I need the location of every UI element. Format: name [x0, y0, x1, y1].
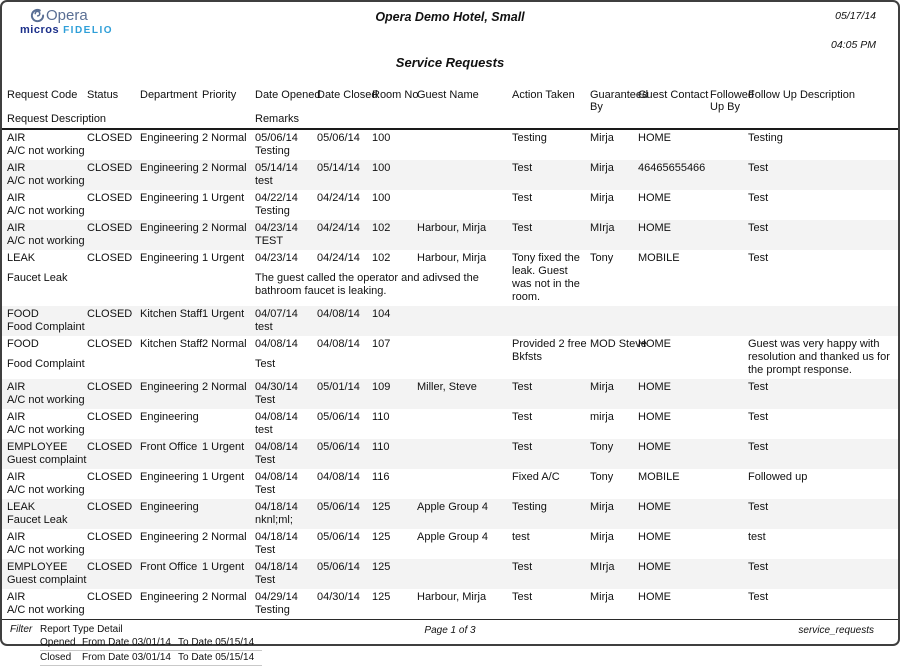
cell-room-no: 125 — [372, 561, 391, 573]
cell-guaranteed-by: MOD Steve — [590, 338, 647, 350]
cell-date-opened: 05/14/14 — [255, 162, 298, 174]
table-row — [2, 306, 898, 336]
cell-date-opened: 04/23/14 — [255, 222, 298, 234]
table-header — [2, 84, 898, 130]
cell-guaranteed-by: Mirja — [590, 501, 614, 513]
report-header — [2, 2, 898, 84]
report-file-name: service_requests — [798, 625, 874, 636]
column-header-follow-up-description: Follow Up Description — [748, 89, 855, 101]
cell-request-description: Food Complaint — [7, 357, 85, 370]
column-header-date-closed: Date Closed — [317, 89, 378, 101]
logo-opera-text: Opera — [46, 7, 88, 24]
cell-action-taken: test — [512, 531, 530, 543]
cell-request-description: A/C not working — [7, 604, 85, 616]
filter-row-opened — [40, 636, 262, 651]
cell-priority: 2 Normal — [202, 591, 247, 603]
report-footer — [2, 619, 898, 668]
cell-follow-up-description: Test — [748, 381, 769, 393]
cell-follow-up-description: Test — [748, 192, 769, 204]
cell-room-no: 110 — [372, 411, 390, 423]
cell-followed-up-by — [710, 441, 748, 454]
cell-guest-name: Harbour, Mirja — [417, 222, 487, 234]
cell-remarks: nknl;ml; — [255, 514, 293, 526]
cell-follow-up-description: Test — [748, 162, 769, 174]
cell-date-closed: 04/08/14 — [317, 308, 360, 320]
cell-priority: 1 Urgent — [202, 471, 245, 483]
page-number: Page 1 of 3 — [424, 625, 476, 636]
filter-label: Filter — [10, 624, 33, 635]
cell-remarks: Test — [255, 544, 276, 556]
cell-action-taken: Fixed A/C — [512, 471, 560, 483]
cell-priority: 2 Normal — [202, 338, 247, 350]
logo-fidelio-text: FIDELIO — [63, 25, 114, 36]
cell-request-description: Faucet Leak — [7, 514, 68, 526]
cell-guest-contact: HOME — [638, 411, 671, 423]
cell-status: CLOSED — [87, 162, 133, 174]
cell-follow-up-description: Test — [748, 591, 769, 603]
cell-status: CLOSED — [87, 531, 133, 543]
cell-room-no: 125 — [372, 591, 391, 603]
cell-date-closed: 04/30/14 — [317, 591, 360, 603]
cell-date-closed: 05/06/14 — [317, 561, 360, 573]
cell-room-no: 104 — [372, 308, 391, 320]
cell-remarks: Testing — [255, 604, 290, 616]
cell-status: CLOSED — [87, 222, 133, 234]
cell-followed-up-by — [710, 411, 748, 424]
cell-request-code: LEAK — [7, 501, 36, 513]
cell-guest-name: Apple Group 4 — [417, 531, 488, 543]
cell-guest-contact: HOME — [638, 381, 671, 393]
cell-remarks: Test — [255, 484, 276, 496]
cell-status: CLOSED — [87, 411, 133, 423]
cell-date-closed: 04/24/14 — [317, 222, 360, 234]
table-row — [2, 559, 898, 589]
cell-room-no: 109 — [372, 381, 391, 393]
cell-followed-up-by — [710, 192, 748, 205]
filter-opened-label: Opened — [40, 637, 76, 648]
cell-follow-up-description: Test — [748, 411, 769, 423]
cell-guaranteed-by — [590, 308, 638, 321]
cell-guest-contact: HOME — [638, 591, 671, 603]
cell-followed-up-by — [710, 381, 748, 394]
cell-action-taken: Provided 2 free Bkfsts — [512, 338, 587, 363]
cell-date-closed: 05/06/14 — [317, 501, 360, 513]
cell-follow-up-description: Test — [748, 561, 769, 573]
cell-guaranteed-by: MIrja — [590, 222, 615, 234]
cell-action-taken: Test — [512, 561, 533, 573]
cell-department: Front Office — [140, 561, 198, 573]
cell-priority: 1 Urgent — [202, 561, 245, 573]
column-header-guaranteed-by: Guaranteed By — [590, 89, 649, 113]
cell-request-code: EMPLOYEE — [7, 441, 68, 453]
cell-request-code: AIR — [7, 591, 26, 603]
table-row — [2, 160, 898, 190]
cell-guest-contact: HOME — [638, 501, 671, 513]
cell-priority: 1 Urgent — [202, 192, 245, 204]
column-header-date-opened: Date Opened — [255, 89, 321, 101]
cell-date-closed: 05/14/14 — [317, 162, 360, 174]
cell-room-no: 102 — [372, 222, 391, 234]
cell-followed-up-by — [710, 308, 748, 321]
cell-followed-up-by — [710, 591, 748, 604]
table-row — [2, 589, 898, 619]
cell-request-code: AIR — [7, 411, 26, 423]
cell-priority: 1 Urgent — [202, 308, 245, 320]
cell-request-description: Faucet Leak — [7, 271, 68, 284]
cell-date-opened: 04/08/14 — [255, 471, 298, 483]
cell-status: CLOSED — [87, 308, 133, 320]
cell-guest-name — [417, 132, 512, 145]
cell-guest-name — [417, 338, 512, 358]
cell-request-description: A/C not working — [7, 235, 85, 247]
cell-status: CLOSED — [87, 591, 133, 603]
cell-guest-name: Apple Group 4 — [417, 501, 488, 513]
cell-priority: 1 Urgent — [202, 441, 245, 453]
cell-guaranteed-by: Mirja — [590, 162, 614, 174]
report-date: 05/17/14 — [835, 10, 876, 22]
cell-date-opened: 04/08/14 — [255, 441, 298, 453]
cell-date-opened: 04/08/14 — [255, 411, 298, 423]
cell-remarks: Testing — [255, 205, 290, 217]
cell-action-taken: Tony fixed the leak. Guest was not in the room. — [512, 252, 580, 303]
cell-department: Engineering — [140, 471, 199, 483]
table-row — [2, 469, 898, 499]
cell-follow-up-description: Followed up — [748, 471, 808, 483]
cell-priority: 2 Normal — [202, 132, 247, 144]
cell-request-code: AIR — [7, 162, 26, 174]
table-row — [2, 336, 898, 379]
table-row — [2, 379, 898, 409]
cell-request-code: AIR — [7, 222, 26, 234]
cell-followed-up-by — [710, 501, 748, 514]
cell-action-taken: Test — [512, 162, 533, 174]
cell-followed-up-by — [710, 132, 748, 145]
cell-request-description: Food Complaint — [7, 321, 85, 333]
cell-guest-name — [417, 471, 512, 484]
cell-room-no: 125 — [372, 501, 391, 513]
cell-follow-up-description: Testing — [748, 132, 783, 144]
filter-row-closed — [40, 651, 262, 666]
cell-status: CLOSED — [87, 338, 133, 350]
cell-department: Engineering — [140, 501, 199, 513]
cell-date-opened: 04/29/14 — [255, 591, 298, 603]
cell-request-code: LEAK — [7, 252, 36, 264]
cell-request-code: AIR — [7, 192, 26, 204]
cell-date-opened: 04/08/14 — [255, 338, 298, 350]
cell-department: Engineering — [140, 381, 199, 393]
cell-follow-up-description: Test — [748, 501, 769, 513]
cell-date-closed: 04/24/14 — [317, 252, 360, 264]
cell-room-no: 100 — [372, 132, 391, 144]
cell-guaranteed-by: Mirja — [590, 531, 614, 543]
cell-priority: 2 Normal — [202, 531, 247, 543]
cell-request-description: A/C not working — [7, 484, 85, 496]
cell-guaranteed-by: mirja — [590, 411, 614, 423]
cell-request-description: A/C not working — [7, 205, 85, 217]
cell-followed-up-by — [710, 471, 748, 484]
cell-request-description: A/C not working — [7, 424, 85, 436]
cell-status: CLOSED — [87, 381, 133, 393]
cell-guaranteed-by: Tony — [590, 471, 614, 483]
cell-guest-contact: HOME — [638, 132, 671, 144]
cell-room-no: 110 — [372, 441, 390, 453]
cell-follow-up-description: Test — [748, 252, 769, 264]
column-header-request-code: Request Code — [7, 89, 78, 101]
cell-guaranteed-by: Mirja — [590, 132, 614, 144]
cell-guaranteed-by: Mirja — [590, 591, 614, 603]
cell-date-closed: 05/06/14 — [317, 531, 360, 543]
cell-guest-name — [417, 441, 512, 454]
cell-remarks: TEST — [255, 235, 284, 247]
cell-guaranteed-by: MIrja — [590, 561, 615, 573]
column-header-status: Status — [87, 89, 119, 101]
table-row — [2, 190, 898, 220]
cell-remarks: test — [255, 424, 273, 436]
cell-action-taken: Test — [512, 222, 533, 234]
cell-request-code: EMPLOYEE — [7, 561, 68, 573]
cell-guest-contact: HOME — [638, 338, 671, 350]
cell-department: Engineering — [140, 411, 199, 423]
column-header-followed-up-by: Followed Up By — [710, 89, 755, 113]
cell-request-code: FOOD — [7, 338, 39, 350]
cell-remarks: Test — [255, 394, 276, 406]
cell-request-description: Guest complaint — [7, 574, 87, 586]
cell-room-no: 116 — [372, 471, 390, 483]
cell-date-closed: 04/08/14 — [317, 471, 360, 483]
cell-department: Kitchen Staff — [140, 338, 203, 350]
cell-room-no: 125 — [372, 531, 391, 543]
cell-request-description: A/C not working — [7, 544, 85, 556]
cell-action-taken: Testing — [512, 132, 547, 144]
cell-date-opened: 04/18/14 — [255, 501, 298, 513]
cell-followed-up-by — [710, 531, 748, 544]
cell-date-closed: 05/01/14 — [317, 381, 360, 393]
cell-request-description: A/C not working — [7, 394, 85, 406]
cell-date-opened: 05/06/14 — [255, 132, 298, 144]
cell-date-closed: 05/06/14 — [317, 132, 360, 144]
filter-opened-to: To Date 05/15/14 — [178, 637, 255, 648]
cell-guest-contact: 46465655466 — [638, 162, 706, 174]
cell-followed-up-by — [710, 561, 748, 574]
cell-remarks: Testing — [255, 145, 290, 157]
column-header-room-no: Room No — [372, 89, 419, 101]
filter-date-table — [40, 636, 898, 666]
cell-request-code: AIR — [7, 471, 26, 483]
cell-date-closed: 04/24/14 — [317, 192, 360, 204]
table-row — [2, 499, 898, 529]
cell-room-no: 100 — [372, 162, 391, 174]
cell-guest-contact: HOME — [638, 531, 671, 543]
cell-action-taken: Test — [512, 591, 533, 603]
column-header-action-taken: Action Taken — [512, 89, 575, 101]
cell-department: Kitchen Staff — [140, 308, 203, 320]
cell-department: Engineering — [140, 162, 199, 174]
table-row — [2, 130, 898, 160]
cell-guest-contact: MOBILE — [638, 252, 680, 264]
cell-followed-up-by — [710, 222, 748, 235]
cell-action-taken: Test — [512, 411, 533, 423]
cell-room-no: 100 — [372, 192, 391, 204]
logo-micros-text: micros — [20, 24, 60, 36]
cell-department: Engineering — [140, 252, 199, 264]
report-type-label: Report Type Detail — [40, 624, 123, 635]
cell-status: CLOSED — [87, 192, 133, 204]
cell-guest-contact: HOME — [638, 192, 671, 204]
cell-status: CLOSED — [87, 441, 133, 453]
table-row — [2, 409, 898, 439]
cell-room-no: 102 — [372, 252, 391, 264]
cell-remarks: Test — [255, 454, 276, 466]
cell-guaranteed-by: Mirja — [590, 381, 614, 393]
filter-closed-label: Closed — [40, 652, 72, 663]
cell-guest-contact — [638, 308, 710, 321]
cell-follow-up-description: test — [748, 531, 766, 543]
cell-follow-up-description: Test — [748, 441, 769, 453]
cell-followed-up-by — [710, 338, 748, 358]
cell-guest-name — [417, 308, 512, 321]
report-title: Service Requests — [395, 55, 505, 70]
cell-guaranteed-by: Mirja — [590, 192, 614, 204]
column-header-guest-name: Guest Name — [417, 89, 479, 101]
column-header-priority: Priority — [202, 89, 237, 101]
cell-followed-up-by — [710, 162, 748, 175]
column-header-guest-contact: Guest Contact — [638, 89, 709, 101]
cell-guest-name — [417, 411, 512, 424]
cell-status: CLOSED — [87, 561, 133, 573]
micros-fidelio-text — [20, 25, 113, 36]
cell-request-description: A/C not working — [7, 175, 85, 187]
cell-priority: 2 Normal — [202, 381, 247, 393]
cell-date-opened: 04/18/14 — [255, 531, 298, 543]
cell-request-description: Guest complaint — [7, 454, 87, 466]
table-row — [2, 529, 898, 559]
table-row — [2, 220, 898, 250]
cell-status: CLOSED — [87, 471, 133, 483]
cell-remarks: The guest called the operator and adivsed the bathroom faucet is leaking. — [255, 271, 479, 297]
cell-department: Engineering — [140, 591, 199, 603]
cell-remarks: Test — [255, 574, 276, 586]
report-time: 04:05 PM — [831, 39, 876, 51]
cell-guest-name: Miller, Steve — [417, 381, 477, 393]
cell-department: Front Office — [140, 441, 198, 453]
cell-department: Engineering — [140, 531, 199, 543]
cell-status: CLOSED — [87, 132, 133, 144]
cell-action-taken: Test — [512, 381, 533, 393]
cell-date-opened: 04/22/14 — [255, 192, 298, 204]
cell-guaranteed-by: Tony — [590, 441, 614, 453]
hotel-name: Opera Demo Hotel, Small — [375, 10, 525, 24]
cell-room-no: 107 — [372, 338, 391, 350]
cell-guest-name — [417, 162, 512, 175]
cell-priority: 2 Normal — [202, 162, 247, 174]
filter-closed-to: To Date 05/15/14 — [178, 652, 255, 663]
filter-closed-from: From Date 03/01/14 — [82, 652, 171, 663]
cell-date-opened: 04/18/14 — [255, 561, 298, 573]
column-header-department: Department — [140, 89, 198, 101]
cell-request-code: FOOD — [7, 308, 39, 320]
cell-remarks: test — [255, 175, 273, 187]
cell-remarks: Test — [255, 357, 276, 370]
cell-follow-up-description: Test — [748, 222, 769, 234]
cell-guest-name — [417, 192, 512, 205]
cell-guest-name — [417, 561, 512, 574]
cell-followed-up-by — [710, 252, 748, 272]
table-body — [2, 130, 898, 619]
cell-date-closed: 04/08/14 — [317, 338, 360, 350]
cell-request-code: AIR — [7, 381, 26, 393]
cell-department: Engineering — [140, 192, 199, 204]
cell-action-taken: Test — [512, 441, 533, 453]
cell-date-opened: 04/23/14 — [255, 252, 298, 264]
cell-status: CLOSED — [87, 501, 133, 513]
cell-department: Engineering — [140, 222, 199, 234]
cell-guest-contact: HOME — [638, 441, 671, 453]
filter-opened-from: From Date 03/01/14 — [82, 637, 171, 648]
cell-action-taken: Testing — [512, 501, 547, 513]
cell-action-taken: Test — [512, 192, 533, 204]
cell-request-code: AIR — [7, 531, 26, 543]
cell-guest-name: Harbour, Mirja — [417, 252, 487, 264]
cell-follow-up-description: Guest was very happy with resolution and thanked us for the prompt response. — [748, 338, 890, 376]
cell-status: CLOSED — [87, 252, 133, 264]
cell-priority: 1 Urgent — [202, 252, 245, 264]
cell-guest-name: Harbour, Mirja — [417, 591, 487, 603]
cell-date-opened: 04/30/14 — [255, 381, 298, 393]
cell-priority — [202, 501, 255, 514]
cell-date-opened: 04/07/14 — [255, 308, 298, 320]
cell-guest-contact: HOME — [638, 222, 671, 234]
cell-date-closed: 05/06/14 — [317, 441, 360, 453]
cell-guest-contact: MOBILE — [638, 471, 680, 483]
cell-priority — [202, 411, 255, 424]
cell-follow-up-description — [748, 308, 893, 334]
cell-priority: 2 Normal — [202, 222, 247, 234]
column-header-request-description: Request Description — [7, 113, 107, 125]
table-row — [2, 439, 898, 469]
cell-remarks: test — [255, 321, 273, 333]
cell-date-closed: 05/06/14 — [317, 411, 360, 423]
column-header-remarks: Remarks — [255, 113, 300, 125]
cell-request-description: A/C not working — [7, 145, 85, 157]
cell-action-taken — [512, 308, 590, 334]
cell-guest-contact: HOME — [638, 561, 671, 573]
cell-guaranteed-by: Tony — [590, 252, 614, 264]
cell-request-code: AIR — [7, 132, 26, 144]
table-row — [2, 250, 898, 306]
cell-department: Engineering — [140, 132, 199, 144]
